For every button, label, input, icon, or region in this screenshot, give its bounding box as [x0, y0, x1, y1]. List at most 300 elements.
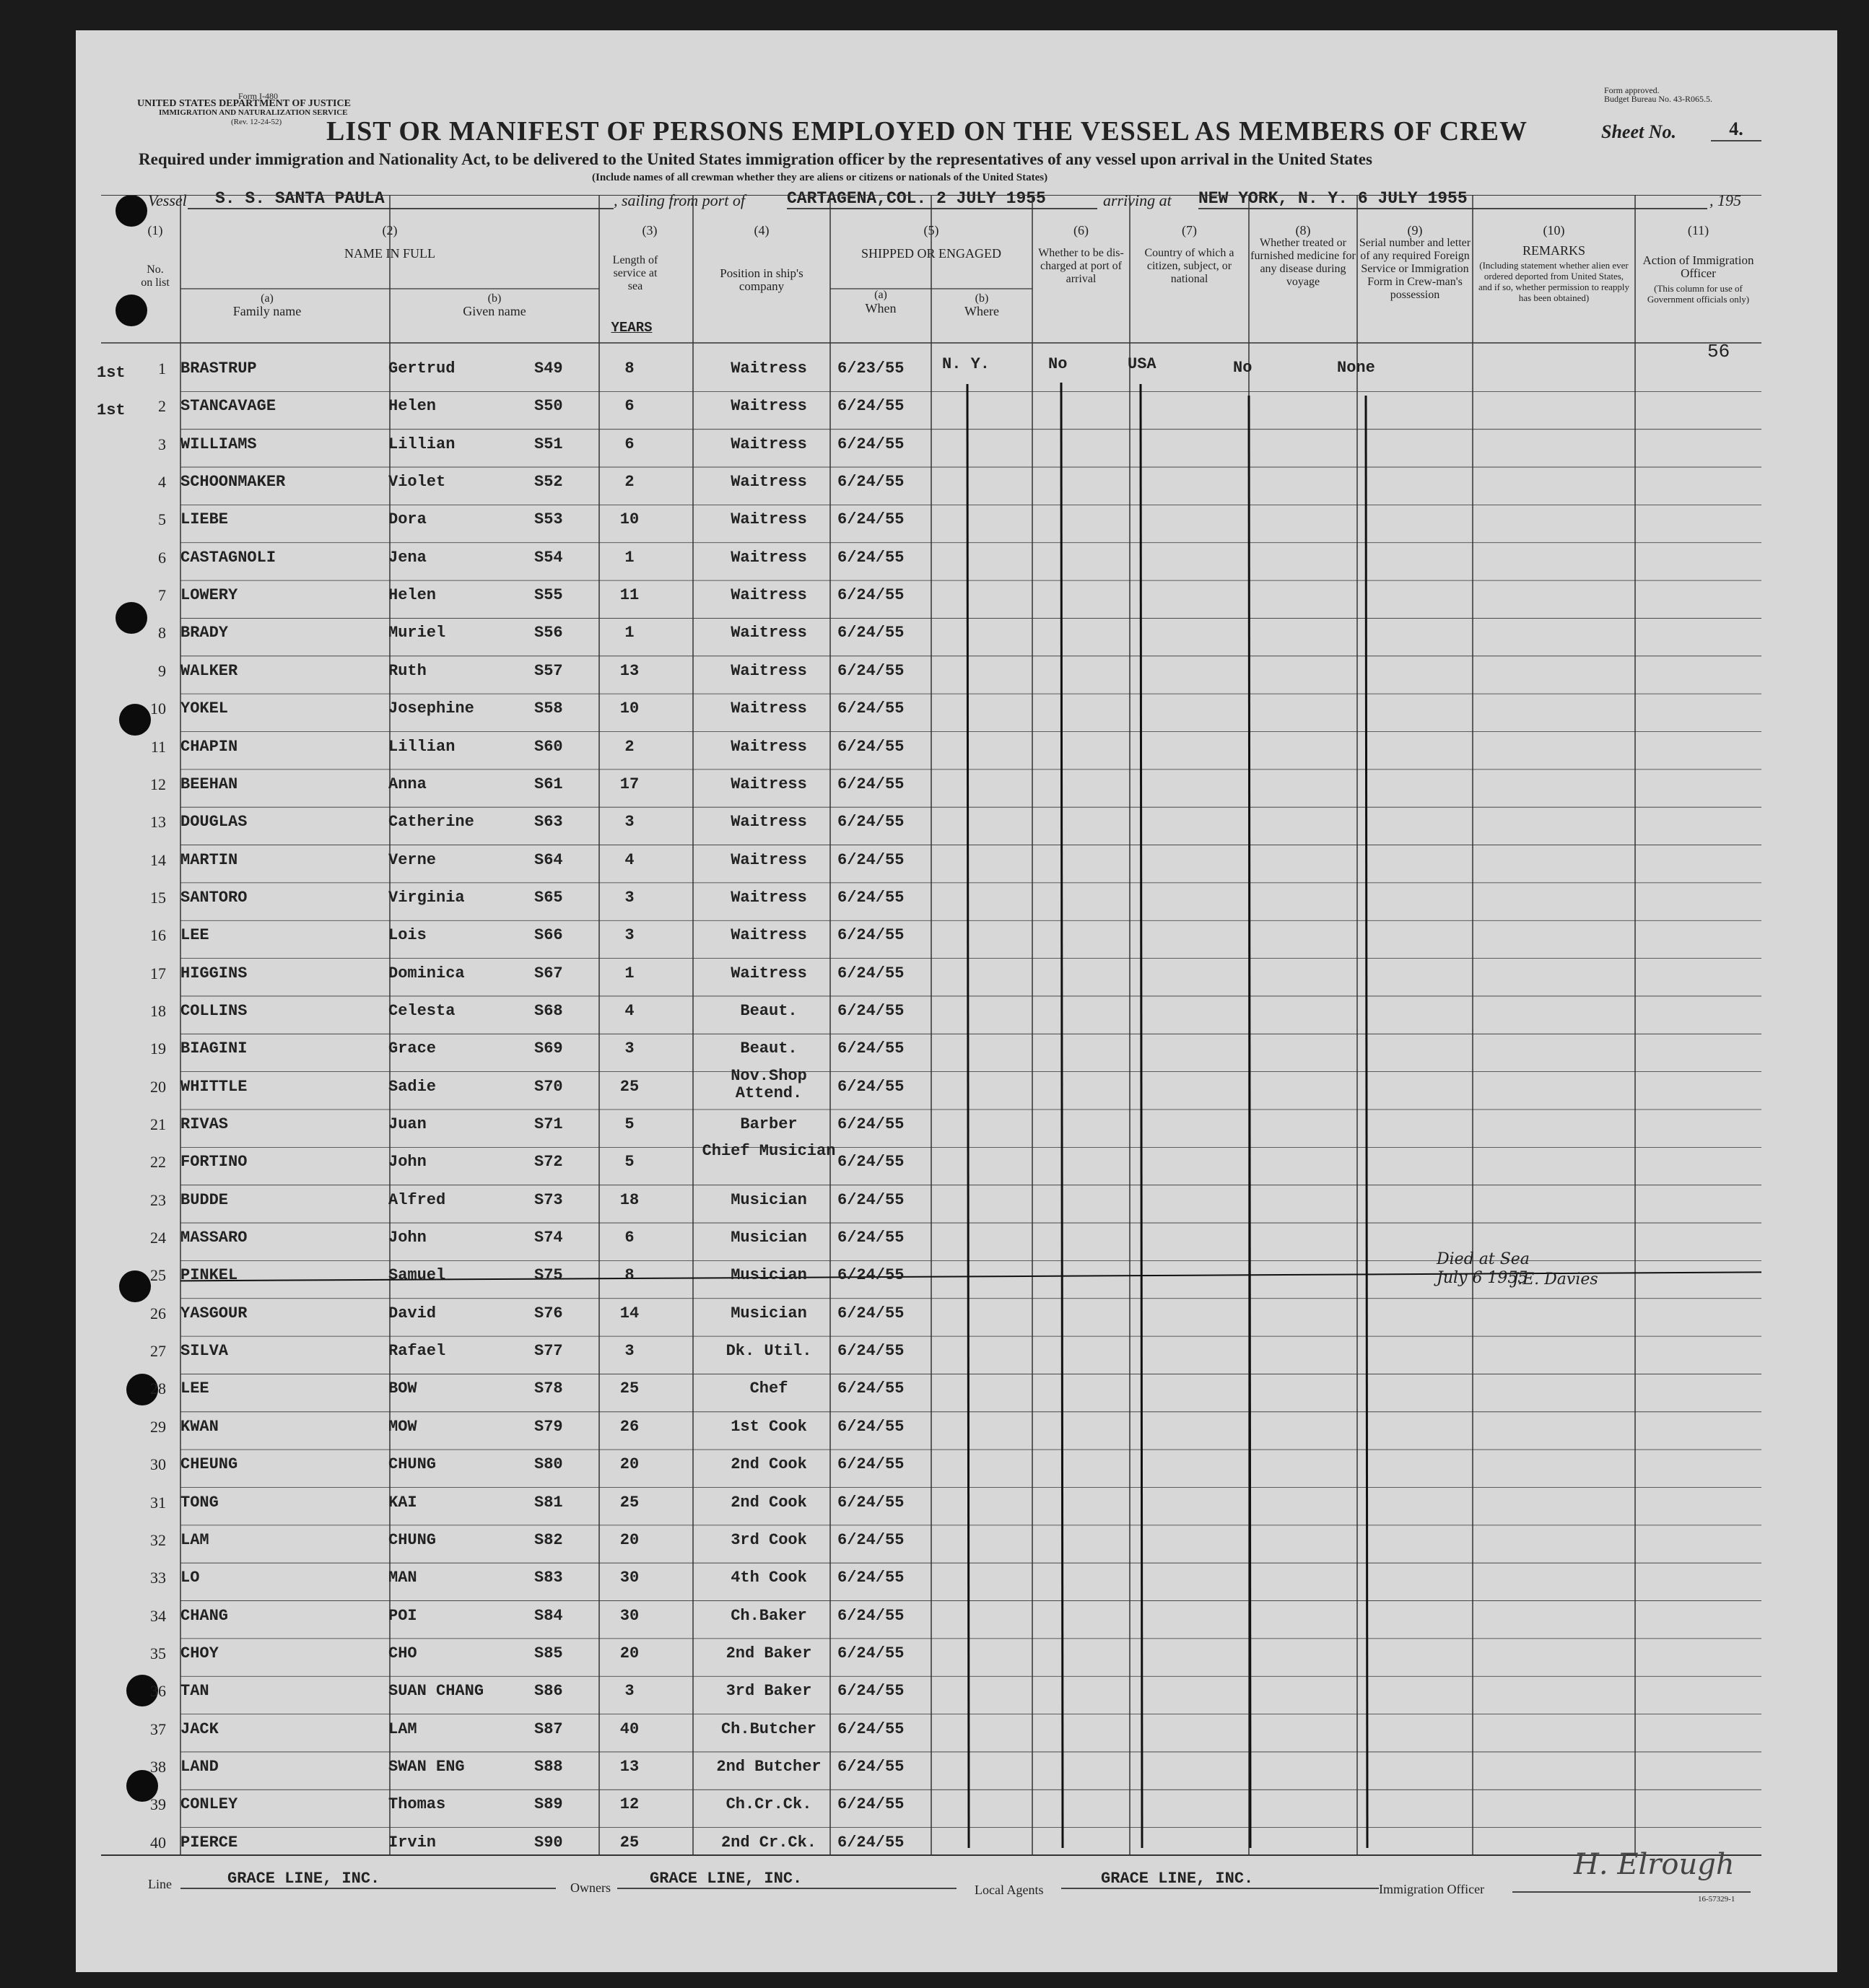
- crew-family: STANCAVAGE: [180, 397, 276, 416]
- crew-given: CHUNG: [388, 1455, 437, 1474]
- crew-position: Waitress: [731, 926, 807, 945]
- header-length: Length of service at sea: [612, 254, 658, 292]
- crew-position: 1st Cook: [731, 1417, 807, 1436]
- crew-years: 30: [619, 1606, 640, 1625]
- crew-code: S65: [534, 888, 563, 907]
- crew-code: S76: [534, 1304, 563, 1322]
- budget-bureau: Budget Bureau No. 43-R065.5.: [1604, 94, 1712, 104]
- crew-given: Ruth: [388, 661, 427, 680]
- crew-code: S53: [534, 510, 563, 529]
- crew-no: 30: [150, 1455, 166, 1474]
- crew-given: Irvin: [388, 1833, 437, 1852]
- medicine-value: No: [1233, 359, 1252, 377]
- crew-years: 20: [619, 1455, 640, 1474]
- crew-years: 14: [619, 1304, 640, 1322]
- crew-row: [0, 656, 1869, 694]
- crew-code: S86: [534, 1682, 563, 1701]
- crew-code: S61: [534, 775, 563, 793]
- crew-position: Waitress: [731, 397, 807, 416]
- crew-code: S89: [534, 1795, 563, 1814]
- crew-years: 11: [619, 586, 640, 605]
- crew-position: Barber: [740, 1115, 798, 1133]
- crew-years: 17: [619, 775, 640, 793]
- crew-no: 2: [158, 397, 166, 416]
- col-num: (6): [1073, 223, 1089, 237]
- crew-when: 6/24/55: [837, 1530, 905, 1549]
- header-letter: (b): [487, 292, 502, 305]
- crew-no: 16: [150, 926, 166, 945]
- crew-code: S60: [534, 737, 563, 756]
- crew-row: [0, 1336, 1869, 1374]
- crew-no: 40: [150, 1833, 166, 1852]
- crew-row: [0, 1034, 1869, 1071]
- crew-given: POI: [388, 1606, 417, 1625]
- owners-label: Owners: [570, 1880, 611, 1895]
- crew-no: 20: [150, 1077, 166, 1096]
- crew-position: Ch.Baker: [731, 1606, 807, 1625]
- header-medicine: Whether treated or furnished medicine for any disease during voyage: [1250, 237, 1356, 288]
- header-shipped: SHIPPED OR ENGAGED: [861, 246, 1001, 261]
- crew-code: S50: [534, 397, 563, 416]
- crew-family: LAND: [180, 1757, 219, 1776]
- header-remarks: REMARKS: [1522, 243, 1586, 258]
- crew-row: [0, 467, 1869, 505]
- crew-given: Grace: [388, 1039, 437, 1058]
- crew-when: 6/24/55: [837, 397, 905, 416]
- action-value: 56: [1707, 341, 1730, 362]
- crew-given: Alfred: [388, 1190, 446, 1209]
- crew-years: 10: [619, 510, 640, 529]
- header-action: Action of Immigration Officer: [1642, 253, 1754, 280]
- crew-no: 17: [150, 964, 166, 982]
- crew-given: CHUNG: [388, 1530, 437, 1549]
- crew-position: Waitress: [731, 624, 807, 642]
- crew-no: 25: [150, 1266, 166, 1285]
- crew-years: 25: [619, 1379, 640, 1398]
- crew-given: Lois: [388, 926, 427, 945]
- crew-no: 39: [150, 1795, 166, 1814]
- crew-position: Waitress: [731, 510, 807, 529]
- crew-position: Musician: [731, 1229, 807, 1247]
- crew-given: SWAN ENG: [388, 1757, 465, 1776]
- officer-label: Immigration Officer: [1379, 1882, 1485, 1896]
- crew-position: Musician: [731, 1266, 807, 1285]
- crew-family: BUDDE: [180, 1190, 229, 1209]
- crew-position: Nov.Shop Attend.: [731, 1066, 807, 1102]
- crew-years: 3: [624, 1682, 635, 1701]
- crew-when: 6/24/55: [837, 1039, 905, 1058]
- crew-row: [0, 1223, 1869, 1260]
- crew-when: 6/24/55: [837, 775, 905, 793]
- crew-given: Juan: [388, 1115, 427, 1133]
- crew-family: FORTINO: [180, 1153, 248, 1172]
- crew-code: S58: [534, 699, 563, 718]
- crew-given: MOW: [388, 1417, 417, 1436]
- crew-when: 6/24/55: [837, 850, 905, 869]
- crew-code: S54: [534, 548, 563, 567]
- crew-no: 27: [150, 1342, 166, 1361]
- crew-given: Lillian: [388, 737, 456, 756]
- col-num: (5): [923, 223, 939, 237]
- crew-family: CHOY: [180, 1644, 219, 1662]
- crew-row: [0, 1412, 1869, 1449]
- crew-family: BIAGINI: [180, 1039, 248, 1058]
- where-value: N. Y.: [942, 355, 990, 373]
- crew-family: LIEBE: [180, 510, 229, 529]
- crew-family: BRASTRUP: [180, 359, 257, 378]
- crew-when: 6/24/55: [837, 661, 905, 680]
- crew-when: 6/24/55: [837, 1342, 905, 1361]
- crew-no: 34: [150, 1606, 166, 1625]
- crew-code: S68: [534, 1001, 563, 1020]
- crew-no: 29: [150, 1417, 166, 1436]
- officer-signature: H. Elrough: [1574, 1848, 1735, 1881]
- crew-given: Samuel: [388, 1266, 446, 1285]
- crew-when: 6/24/55: [837, 1833, 905, 1852]
- crew-no: 6: [158, 548, 166, 567]
- crew-row: [0, 1525, 1869, 1563]
- crew-family: BEEHAN: [180, 775, 238, 793]
- crew-no: 36: [150, 1682, 166, 1701]
- crew-code: S67: [534, 964, 563, 982]
- agents-label: Local Agents: [975, 1883, 1044, 1897]
- crew-when: 6/24/55: [837, 888, 905, 907]
- crew-years: 1: [624, 964, 635, 982]
- crew-when: 6/24/55: [837, 1229, 905, 1247]
- crew-years: 10: [619, 699, 640, 718]
- crew-row: [0, 1789, 1869, 1827]
- crew-given: John: [388, 1229, 427, 1247]
- crew-family: MASSARO: [180, 1229, 248, 1247]
- crew-family: SCHOONMAKER: [180, 473, 286, 492]
- crew-no: 28: [150, 1379, 166, 1398]
- crew-given: Violet: [388, 473, 446, 492]
- crew-position: Waitress: [731, 775, 807, 793]
- crew-given: Josephine: [388, 699, 474, 718]
- crew-when: 6/24/55: [837, 1757, 905, 1776]
- crew-years: 4: [624, 1001, 635, 1020]
- col-num: (2): [382, 223, 398, 237]
- crew-when: 6/24/55: [837, 1682, 905, 1701]
- crew-code: S77: [534, 1342, 563, 1361]
- crew-position: Waitress: [731, 737, 807, 756]
- crew-when: 6/24/55: [837, 964, 905, 982]
- line-label: Line: [148, 1877, 172, 1891]
- crew-given: Rafael: [388, 1342, 446, 1361]
- col-num: (8): [1295, 223, 1311, 237]
- form-approved: Form approved.: [1604, 85, 1660, 95]
- crew-code: S66: [534, 926, 563, 945]
- crew-years: 13: [619, 661, 640, 680]
- crew-given: Muriel: [388, 624, 446, 642]
- crew-row: [0, 845, 1869, 883]
- crew-family: CHAPIN: [180, 737, 238, 756]
- crew-code: S56: [534, 624, 563, 642]
- crew-family: DOUGLAS: [180, 813, 248, 832]
- crew-family: CONLEY: [180, 1795, 238, 1814]
- crew-years: 3: [624, 888, 635, 907]
- crew-row: [0, 1676, 1869, 1714]
- crew-given: MAN: [388, 1569, 417, 1587]
- crew-row: [0, 920, 1869, 958]
- crew-no: 1: [158, 359, 166, 378]
- crew-when: 6/24/55: [837, 1417, 905, 1436]
- crew-family: LO: [180, 1569, 200, 1587]
- remark-date: July 6 1955: [1437, 1269, 1528, 1287]
- crew-row: [0, 1066, 1869, 1109]
- crew-given: John: [388, 1153, 427, 1172]
- crew-position: 4th Cook: [731, 1569, 807, 1587]
- crew-row: [0, 1299, 1869, 1336]
- crew-years: 25: [619, 1493, 640, 1512]
- crew-family: TAN: [180, 1682, 209, 1701]
- crew-row: [0, 1714, 1869, 1752]
- subtitle: Required under immigration and Nationality Act, to be delivered to the United States immigration officer by the representatives of any vessel upon arrival in the United States: [139, 150, 1372, 168]
- sheet-number: 4.: [1711, 118, 1761, 141]
- crew-code: S70: [534, 1077, 563, 1096]
- crew-no: 18: [150, 1001, 166, 1020]
- vessel-label: Vessel: [148, 191, 187, 209]
- crew-given: Celesta: [388, 1001, 456, 1020]
- crew-row: [0, 732, 1869, 770]
- crew-code: S83: [534, 1569, 563, 1587]
- crew-code: S69: [534, 1039, 563, 1058]
- crew-row: [0, 1260, 1869, 1298]
- crew-years: 13: [619, 1757, 640, 1776]
- col-num: (1): [147, 223, 163, 237]
- crew-note: (Include names of all crewman whether they are aliens or citizens or nationals of the United States): [592, 172, 1048, 183]
- header-family-name: Family name: [232, 304, 302, 318]
- crew-years: 6: [624, 435, 635, 453]
- crew-position: Ch.Cr.Ck.: [726, 1795, 812, 1814]
- crew-when: 6/24/55: [837, 1719, 905, 1738]
- sheet-label: Sheet No.: [1601, 121, 1676, 142]
- crew-given: Anna: [388, 775, 427, 793]
- header-position: Position in ship's company: [720, 266, 803, 293]
- crew-no: 10: [150, 699, 166, 718]
- crew-no: 9: [158, 661, 166, 680]
- crew-when: 6/24/55: [837, 1606, 905, 1625]
- crew-no: 7: [158, 586, 166, 605]
- header-discharged: Whether to be dis-charged at port of arrival: [1038, 247, 1124, 285]
- crew-position: Chef: [749, 1379, 788, 1398]
- crew-position: Waitress: [731, 473, 807, 492]
- crew-code: S88: [534, 1757, 563, 1776]
- crew-when: 6/24/55: [837, 1644, 905, 1662]
- crew-no: 26: [150, 1304, 166, 1322]
- crew-no: 21: [150, 1115, 166, 1133]
- crew-given: SUAN CHANG: [388, 1682, 484, 1701]
- vessel-name: S. S. SANTA PAULA: [188, 189, 614, 209]
- crew-family: WALKER: [180, 661, 238, 680]
- crew-when: 6/24/55: [837, 1569, 905, 1587]
- crew-row: [0, 354, 1869, 391]
- crew-code: S64: [534, 850, 563, 869]
- crew-given: Dora: [388, 510, 427, 529]
- crew-years: 25: [619, 1833, 640, 1852]
- crew-position: 2nd Baker: [726, 1644, 812, 1662]
- header-country: Country of which a citizen, subject, or national: [1144, 247, 1234, 285]
- crew-position: Musician: [731, 1304, 807, 1322]
- crew-position: Waitress: [731, 359, 807, 378]
- crew-position: Ch.Butcher: [720, 1719, 817, 1738]
- crew-years: 2: [624, 473, 635, 492]
- crew-position: Waitress: [731, 850, 807, 869]
- crew-years: 40: [619, 1719, 640, 1738]
- crew-when: 6/24/55: [837, 1266, 905, 1285]
- crew-family: SANTORO: [180, 888, 248, 907]
- crew-position: Chief Musician: [702, 1142, 836, 1161]
- header-years: YEARS: [611, 320, 653, 336]
- crew-when: 6/24/55: [837, 548, 905, 567]
- crew-family: MARTIN: [180, 850, 238, 869]
- crew-given: BOW: [388, 1379, 417, 1398]
- crew-years: 1: [624, 624, 635, 642]
- crew-given: LAM: [388, 1719, 417, 1738]
- header-name-in-full: NAME IN FULL: [344, 246, 435, 261]
- crew-family: YOKEL: [180, 699, 229, 718]
- crew-no: 4: [158, 473, 166, 492]
- crew-no: 31: [150, 1493, 166, 1512]
- crew-row: [0, 959, 1869, 996]
- margin-note: 1st: [97, 401, 126, 419]
- crew-when: 6/24/55: [837, 1493, 905, 1512]
- crew-years: 30: [619, 1569, 640, 1587]
- crew-position: 2nd Butcher: [716, 1757, 822, 1776]
- crew-code: S79: [534, 1417, 563, 1436]
- remark-died-at-sea: Died at Sea: [1437, 1250, 1530, 1268]
- revision: (Rev. 12-24-52): [231, 118, 282, 126]
- crew-years: 3: [624, 1039, 635, 1058]
- header-letter: (b): [975, 292, 989, 305]
- crew-row: [0, 391, 1869, 429]
- crew-no: 32: [150, 1530, 166, 1549]
- col-num: (4): [754, 223, 770, 237]
- crew-years: 3: [624, 926, 635, 945]
- crew-family: CHANG: [180, 1606, 229, 1625]
- crew-when: 6/24/55: [837, 586, 905, 605]
- crew-position: Waitress: [731, 813, 807, 832]
- crew-no: 38: [150, 1757, 166, 1776]
- crew-row: [0, 505, 1869, 542]
- crew-code: S63: [534, 813, 563, 832]
- crew-row: [0, 1488, 1869, 1525]
- header-letter: (a): [261, 292, 274, 305]
- col-num: (3): [642, 223, 658, 237]
- crew-years: 4: [624, 850, 635, 869]
- crew-no: 12: [150, 775, 166, 793]
- crew-years: 2: [624, 737, 635, 756]
- crew-position: 2nd Cook: [731, 1455, 807, 1474]
- crew-row: [0, 996, 1869, 1034]
- crew-family: LOWERY: [180, 586, 238, 605]
- crew-position: Waitress: [731, 586, 807, 605]
- crew-years: 6: [624, 1229, 635, 1247]
- crew-when: 6/24/55: [837, 473, 905, 492]
- crew-code: S49: [534, 359, 563, 378]
- crew-code: S81: [534, 1493, 563, 1512]
- header-remarks-note: (Including statement whether alien ever ordered deported from United States, and if so, whether permission to reapply has been obtained): [1478, 260, 1630, 303]
- crew-no: 24: [150, 1229, 166, 1247]
- header-given-name: Given name: [463, 304, 526, 318]
- crew-family: HIGGINS: [180, 964, 248, 982]
- crew-code: S52: [534, 473, 563, 492]
- crew-position: 2nd Cr.Ck.: [720, 1833, 817, 1852]
- crew-position: Dk. Util.: [726, 1342, 812, 1361]
- crew-no: 33: [150, 1569, 166, 1587]
- crew-code: S74: [534, 1229, 563, 1247]
- crew-years: 1: [624, 548, 635, 567]
- crew-when: 6/24/55: [837, 1077, 905, 1096]
- header-action-note: (This column for use of Government officials only): [1647, 283, 1750, 305]
- crew-when: 6/24/55: [837, 510, 905, 529]
- header-when: When: [865, 301, 897, 315]
- crew-position: Beaut.: [740, 1001, 798, 1020]
- crew-given: Sadie: [388, 1077, 437, 1096]
- crew-when: 6/24/55: [837, 1795, 905, 1814]
- sailing-port: CARTAGENA,COL. 2 JULY 1955: [787, 189, 1097, 209]
- crew-when: 6/24/55: [837, 1190, 905, 1209]
- crew-position: Waitress: [731, 435, 807, 453]
- crew-row: [0, 430, 1869, 467]
- col-num: (7): [1182, 223, 1197, 237]
- crew-row: [0, 770, 1869, 807]
- crew-given: Dominica: [388, 964, 465, 982]
- crew-row: [0, 1752, 1869, 1789]
- crew-row: [0, 1374, 1869, 1411]
- crew-family: BRADY: [180, 624, 229, 642]
- crew-when: 6/24/55: [837, 1379, 905, 1398]
- crew-years: 3: [624, 1342, 635, 1361]
- crew-row: [0, 1563, 1869, 1600]
- crew-family: TONG: [180, 1493, 219, 1512]
- crew-years: 26: [619, 1417, 640, 1436]
- serial-value: None: [1337, 359, 1375, 377]
- crew-code: S71: [534, 1115, 563, 1133]
- margin-note: 1st: [97, 364, 126, 382]
- department: UNITED STATES DEPARTMENT OF JUSTICE: [137, 98, 351, 109]
- crew-given: Virginia: [388, 888, 465, 907]
- crew-position: Waitress: [731, 888, 807, 907]
- crew-when: 6/24/55: [837, 737, 905, 756]
- crew-no: 23: [150, 1190, 166, 1209]
- owners-value: GRACE LINE, INC.: [617, 1870, 957, 1889]
- crew-position: Waitress: [731, 699, 807, 718]
- crew-position: 2nd Cook: [731, 1493, 807, 1512]
- form-number: Form I-480: [238, 91, 278, 101]
- crew-row: [0, 1639, 1869, 1676]
- crew-code: S87: [534, 1719, 563, 1738]
- crew-row: [0, 1449, 1869, 1487]
- col-num: (10): [1543, 223, 1565, 237]
- crew-when: 6/24/55: [837, 1304, 905, 1322]
- crew-given: Jena: [388, 548, 427, 567]
- crew-years: 5: [624, 1115, 635, 1133]
- crew-code: S85: [534, 1644, 563, 1662]
- crew-position: Beaut.: [740, 1039, 798, 1058]
- crew-years: 20: [619, 1644, 640, 1662]
- crew-years: 3: [624, 813, 635, 832]
- crew-family: YASGOUR: [180, 1304, 248, 1322]
- crew-row: [0, 1109, 1869, 1147]
- crew-no: 22: [150, 1153, 166, 1172]
- crew-given: KAI: [388, 1493, 417, 1512]
- discharged-value: No: [1048, 355, 1068, 373]
- crew-no: 37: [150, 1719, 166, 1738]
- crew-row: [0, 1142, 1869, 1185]
- crew-family: WILLIAMS: [180, 435, 257, 453]
- crew-when: 6/24/55: [837, 1001, 905, 1020]
